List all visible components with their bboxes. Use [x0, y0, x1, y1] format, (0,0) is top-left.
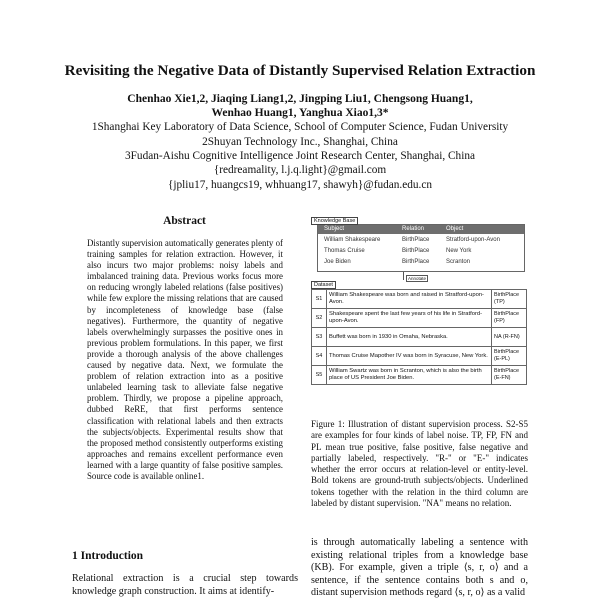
annotate-arrow: [403, 272, 404, 280]
kb-cell: BirthPlace: [402, 248, 430, 254]
sentence-text: Shakespeare spent the last few years of his life in Stratford-upon-Avon.: [327, 309, 492, 328]
figure-caption: Figure 1: Illustration of distant supervision process. S2-S5 are examples for four kinds of label noise. TP, FP, FN and PL mean true positive, false positive, false negative and partially labeled, respectively. "R-" or "E-" indicates whether the error occurs at relation-level or entity-level. Bold tokens are ground-truth subjects/objects. Underlined tokens together with the relation in the third column are labeled by distant supervision. "NA" means no relation.: [311, 419, 528, 509]
kb-cell: Stratford-upon-Avon: [446, 237, 500, 243]
sentence-id: S2: [312, 309, 327, 328]
right-column-text: is through automatically labeling a sentence with existing relational triples from a knowledge base (KB). For example, given a triple ⟨s, r, o⟩ and a sentence, if the sentence contains both s and o, distant supervision methods regard ⟨s, r, o⟩ as a valid: [311, 537, 528, 599]
sentence-text: Buffett was born in 1930 in Omaha, Nebraska.: [327, 328, 492, 347]
paper-title: Revisiting the Negative Data of Distantly Supervised Relation Extraction: [64, 62, 536, 79]
sentence-label: NA (R-FN): [492, 328, 527, 347]
sentence-table: [311, 289, 527, 385]
sentence-label: BirthPlace (TP): [492, 290, 527, 309]
sentence-id: S4: [312, 347, 327, 366]
sentence-label: BirthPlace (FP): [492, 309, 527, 328]
figure-1: [311, 217, 527, 413]
table-row: [312, 290, 527, 309]
sentence-text: Thomas Cruise Mapother IV was born in Syracuse, New York.: [327, 347, 492, 366]
introduction-text: Relational extraction is a crucial step towards knowledge graph construction. It aims at identify-: [72, 573, 298, 597]
abstract-heading: Abstract: [163, 215, 206, 227]
annotate-label: Annotate: [408, 276, 427, 281]
kb-cell: BirthPlace: [402, 237, 430, 243]
table-row: [312, 366, 527, 385]
knowledge-base-tag: Knowledge Base: [311, 217, 358, 225]
affiliation-2: 2Shuyan Technology Inc., Shanghai, China: [202, 136, 398, 148]
affiliation-3: 3Fudan-Aishu Cognitive Intelligence Joint Research Center, Shanghai, China: [125, 150, 475, 162]
kb-cell: Scranton: [446, 259, 471, 265]
sentence-id: S1: [312, 290, 327, 309]
email-line-1: {redreamality, l.j.q.light}@gmail.com: [213, 164, 387, 176]
kb-cell: New York: [446, 248, 472, 254]
kb-header-subject: Subject: [324, 226, 345, 232]
knowledge-base-table: [317, 224, 525, 272]
sentence-text: William Swartz was born in Scranton, which is also the birth place of US President Joe Biden.: [327, 366, 492, 385]
sentence-text: William Shakespeare was born and raised in Stratford-upon-Avon.: [327, 290, 492, 309]
authors-line-2: Wenhao Huang1, Yanghua Xiao1,3*: [211, 107, 389, 119]
sentence-label: BirthPlace (E-FN): [492, 366, 527, 385]
sentence-label: BirthPlace (E-PL): [492, 347, 527, 366]
email-line-2: {jpliu17, huangcs19, whhuang17, shawyh}@fudan.edu.cn: [167, 179, 433, 191]
authors-line-1: Chenhao Xie1,2, Jiaqing Liang1,2, Jingping Liu1, Chengsong Huang1,: [127, 93, 473, 105]
introduction-heading: 1 Introduction: [72, 550, 144, 562]
table-row: [312, 347, 527, 366]
sentence-id: S3: [312, 328, 327, 347]
kb-cell: BirthPlace: [402, 259, 430, 265]
dataset-tag: Dataset: [311, 281, 336, 289]
affiliation-1: 1Shanghai Key Laboratory of Data Science, School of Computer Science, Fudan University: [91, 121, 509, 133]
kb-header-row: [318, 225, 524, 234]
kb-cell: Thomas Cruise: [324, 248, 365, 254]
sentence-id: S5: [312, 366, 327, 385]
kb-cell: William Shakespeare: [324, 237, 381, 243]
kb-header-object: Object: [446, 226, 464, 232]
table-row: [312, 309, 527, 328]
kb-header-relation: Relation: [402, 226, 425, 232]
abstract-text: Distantly supervision automatically generates plenty of training samples for relation extraction. However, it also incurs two major problems: noisy labels and imbalanced training data. Previous works focus more on reducing wrongly labeled relations (false positives) while few explore the missing relations that are caused by incompleteness of knowledge base (false negatives). Furthermore, the quantity of negative labels overwhelmingly surpasses the positive ones in previous problem formulations. In this paper, we first provide a thorough analysis of the above challenges caused by negative data. Next, we formulate the problem of relation extraction into as a positive unlabeled learning task to alleviate false negative problem. Thirdly, we propose a pipeline approach, dubbed ReRE, that first performs sentence classification with relational labels and then extracts the subjects/objects. Experimental results show that the proposed method consistently outperforms existing approaches and remains excellent performance even learned with a large quantity of false positive samples. Source code is available online1.: [87, 238, 283, 481]
table-row: [312, 328, 527, 347]
kb-cell: Joe Biden: [324, 259, 351, 265]
